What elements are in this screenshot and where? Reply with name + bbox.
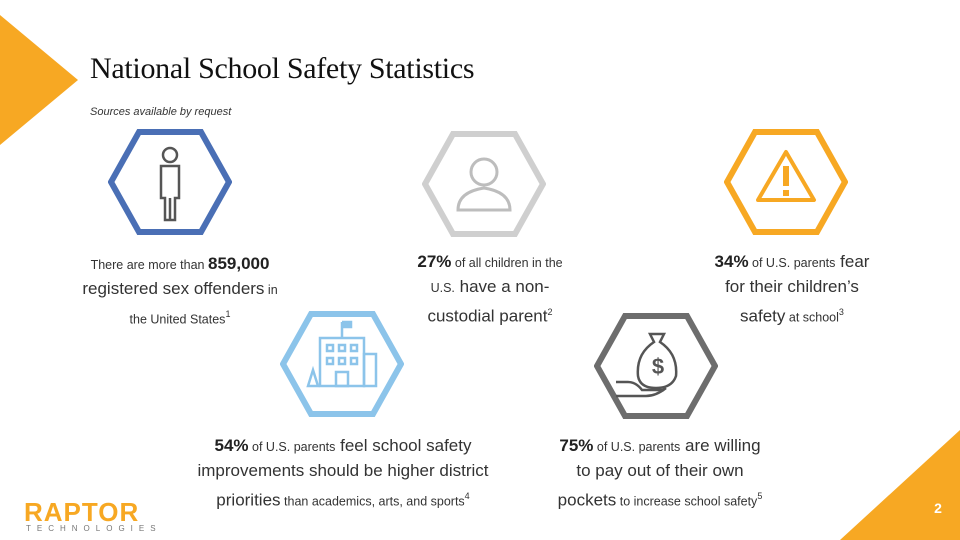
raptor-logo-subtitle: TECHNOLOGIES	[26, 524, 162, 533]
person-icon	[161, 148, 179, 220]
hexagon-silhouette	[422, 130, 546, 238]
corner-decoration-top-left	[0, 0, 90, 150]
stat-parents-fear: 34% of U.S. parents fear for their children’s safety at school$^3$	[714, 252, 870, 326]
svg-text:$: $	[651, 354, 665, 379]
warning-icon	[758, 152, 814, 200]
person-silhouette-icon	[458, 159, 510, 210]
school-building-icon	[308, 322, 376, 386]
money-bag-hand-icon	[616, 334, 676, 396]
stat-sex-offenders: There are more than 859,000 registered sex offenders in the United States$^1$	[82, 254, 278, 327]
raptor-logo: RAPTOR	[24, 497, 140, 527]
page-title: National School Safety Statistics	[90, 52, 475, 85]
stat-non-custodial-parent: 27% of all children in the U.S. have a non- custodial parent$^2$	[417, 252, 563, 326]
stat-willing-to-pay: 75% of U.S. parents are willing to pay out of their own pockets to increase school safety$^5$	[557, 436, 763, 510]
corner-decoration-bottom-right	[840, 430, 960, 540]
page-subtitle: Sources available by request	[90, 106, 232, 118]
stat-safety-priorities: 54% of U.S. parents feel school safety improvements should be higher district priorities than academics, arts, and sports$^4$	[197, 436, 489, 510]
page-number: 2	[934, 500, 942, 516]
hexagon-person	[108, 128, 232, 236]
hexagon-warning	[724, 128, 848, 236]
